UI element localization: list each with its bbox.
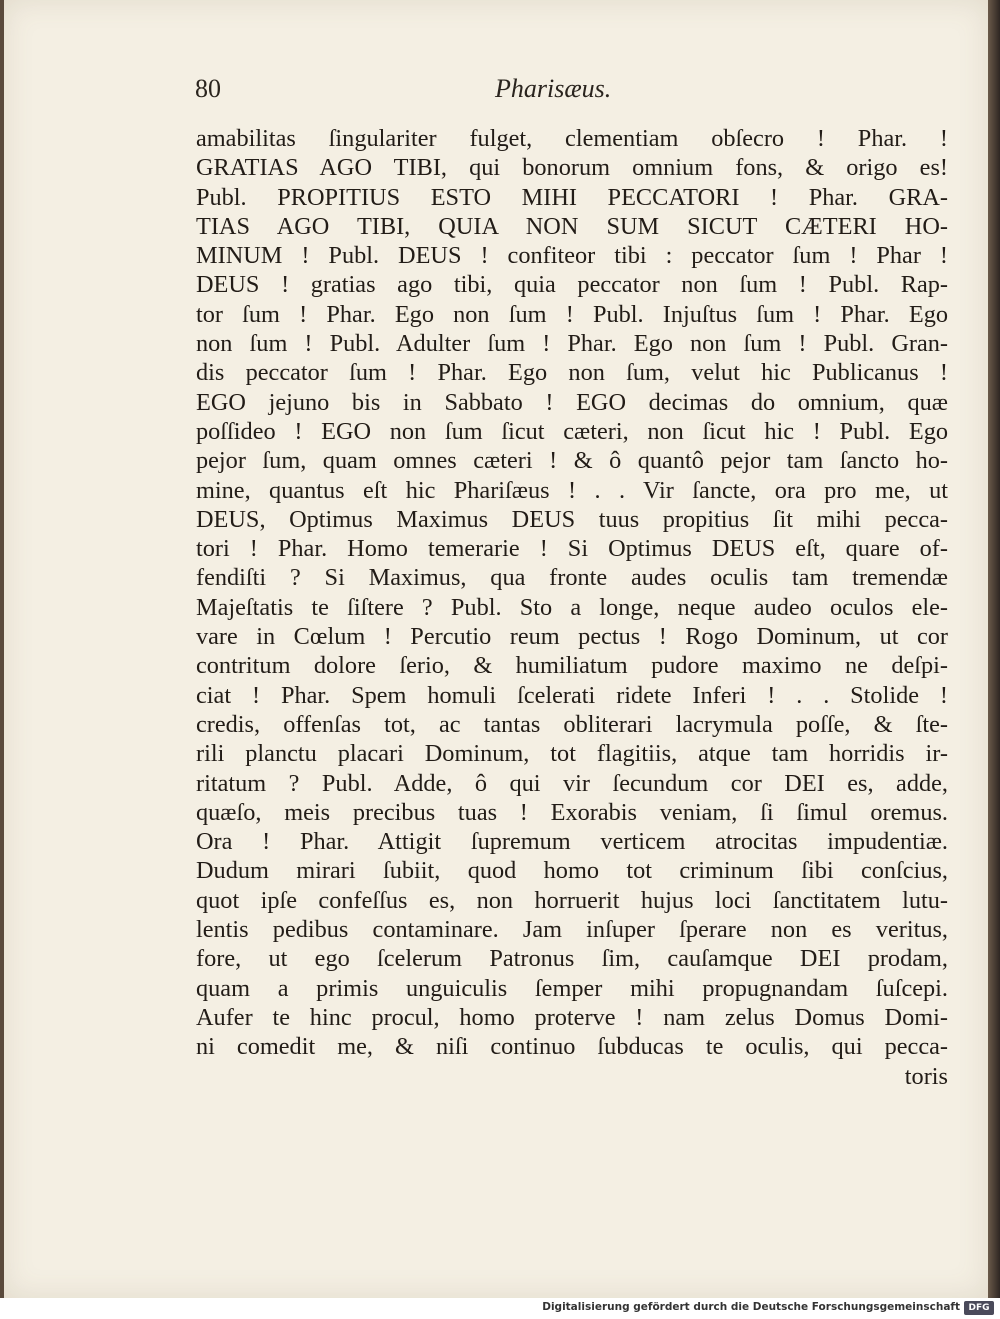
text-line: pejor ſum, quam omnes cæteri ! & ô quantô pejor tam ſancto ho- [196,447,948,475]
text-line: rili planctu placari Dominum, tot flagitiis, atque tam horridis ir- [196,740,948,768]
text-line: fendiſti ? Si Maximus, qua fronte audes oculis tam tremendæ [196,564,948,592]
running-title: Pharisæus. [495,74,612,103]
text-line: GRATIAS AGO TIBI, qui bonorum omnium fons, & origo es! [196,154,948,182]
text-line: Dudum mirari ſubiit, quod homo tot criminum ſibi conſcius, [196,857,948,885]
page-number: 80 [195,74,221,103]
text-line: MINUM ! Publ. DEUS ! confiteor tibi : peccator ſum ! Phar ! [196,242,948,270]
text-line: EGO jejuno bis in Sabbato ! EGO decimas do omnium, quæ [196,388,948,416]
text-line: Publ. PROPITIUS ESTO MIHI PECCATORI ! Phar. GRA- [196,183,948,211]
text-line: quæſo, meis precibus tuas ! Exorabis veniam, ſi ſimul oremus. [196,798,948,826]
text-line: quot ipſe confeſſus es, non horruerit hujus loci ſanctitatem lutu- [196,886,948,914]
catchword: toris [904,1062,948,1090]
text-line: tori ! Phar. Homo temerarie ! Si Optimus DEUS eſt, quare of- [196,535,948,563]
text-line: vare in Cœlum ! Percutio reum pectus ! Rogo Dominum, ut cor [196,623,948,651]
text-line: Ora ! Phar. Attigit ſupremum verticem atrocitas impudentiæ. [196,828,948,856]
running-head [195,70,945,110]
text-line: tor ſum ! Phar. Ego non ſum ! Publ. Injuſtus ſum ! Phar. Ego [196,300,948,328]
footer-bar [0,1298,1000,1319]
text-line: credis, offenſas tot, ac tantas obliterari lacrymula poſſe, & ſte- [196,710,948,738]
text-line: non ſum ! Publ. Adulter ſum ! Phar. Ego non ſum ! Publ. Gran- [196,330,948,358]
text-line: lentis pedibus contaminare. Jam inſuper ſperare non es veritus, [196,916,948,944]
text-line: ritatum ? Publ. Adde, ô qui vir ſecundum cor DEI es, adde, [196,769,948,797]
text-line: ni comedit me, & niſi continuo ſubducas te oculis, qui pecca- [196,1033,948,1061]
funding-credit: Digitalisierung gefördert durch die Deutsche Forschungsgemeinschaft [542,1301,960,1313]
book-spine-edge [988,0,1000,1298]
text-line: quam a primis unguiculis ſemper mihi propugnandam ſuſcepi. [196,974,948,1002]
text-line: poſſideo ! EGO non ſum ſicut cæteri, non ſicut hic ! Publ. Ego [196,417,948,445]
text-line: DEUS ! gratias ago tibi, quia peccator non ſum ! Publ. Rap- [196,271,948,299]
text-line: dis peccator ſum ! Phar. Ego non ſum, velut hic Publicanus ! [196,359,948,387]
text-line: Aufer te hinc procul, homo proterve ! nam zelus Domus Domi- [196,1003,948,1031]
text-line: Majeſtatis te ſiſtere ? Publ. Sto a longe, neque audeo oculos ele- [196,593,948,621]
text-line: DEUS, Optimus Maximus DEUS tuus propitius ſit mihi pecca- [196,505,948,533]
text-line: mine, quantus eſt hic Phariſæus ! . . Vir ſancte, ora pro me, ut [196,476,948,504]
text-line: ciat ! Phar. Spem homuli ſcelerati ridete Inferi ! . . Stolide ! [196,681,948,709]
text-line: fore, ut ego ſcelerum Patronus ſim, cauſamque DEI prodam, [196,945,948,973]
body-text [196,124,948,1091]
text-line: amabilitas ſingulariter fulget, clementiam obſecro ! Phar. ! [196,125,948,152]
text-line: TIAS AGO TIBI, QUIA NON SUM SICUT CÆTERI HO- [196,212,948,240]
text-line: contritum dolore ſerio, & humiliatum pudore maximo ne deſpi- [196,652,948,680]
dfg-logo: DFG [964,1301,994,1315]
